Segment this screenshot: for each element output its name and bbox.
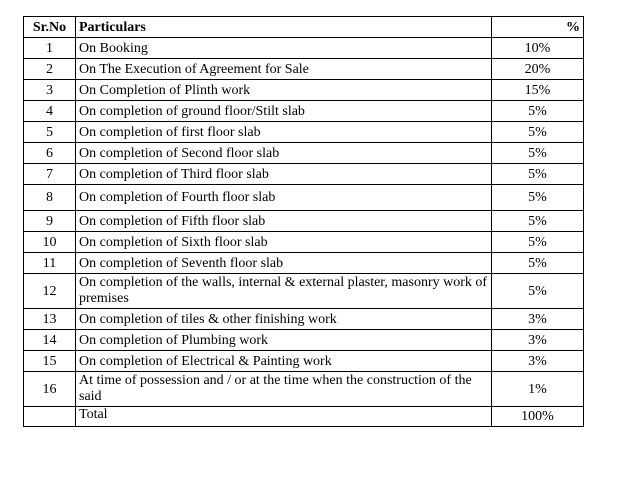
row-percent: 5% [492, 274, 584, 309]
row-particular: At time of possession and / or at the time when the construction of the said [76, 372, 492, 407]
row-particular: On completion of tiles & other finishing work [76, 309, 492, 330]
row-sr-no: 2 [24, 59, 76, 80]
total-sr-no [24, 407, 76, 427]
row-sr-no: 3 [24, 80, 76, 101]
table-header-row [24, 17, 584, 38]
row-percent: 5% [492, 122, 584, 143]
row-sr-no: 13 [24, 309, 76, 330]
row-particular: On completion of Electrical & Painting work [76, 351, 492, 372]
row-particular: On completion of Seventh floor slab [76, 253, 492, 274]
row-sr-no: 16 [24, 372, 76, 407]
table-row [24, 309, 584, 330]
row-particular: On completion of Sixth floor slab [76, 232, 492, 253]
header-sr-no: Sr.No [24, 17, 76, 38]
row-percent: 3% [492, 330, 584, 351]
table-row [24, 59, 584, 80]
row-particular: On completion of Fifth floor slab [76, 211, 492, 232]
row-sr-no: 10 [24, 232, 76, 253]
row-percent: 10% [492, 38, 584, 59]
row-percent: 20% [492, 59, 584, 80]
table-row [24, 372, 584, 407]
row-percent: 5% [492, 185, 584, 211]
row-particular: On completion of Third floor slab [76, 164, 492, 185]
table-row [24, 143, 584, 164]
header-particulars: Particulars [76, 17, 492, 38]
table-row [24, 274, 584, 309]
row-sr-no: 6 [24, 143, 76, 164]
row-percent: 15% [492, 80, 584, 101]
row-percent: 1% [492, 372, 584, 407]
row-sr-no: 4 [24, 101, 76, 122]
row-percent: 3% [492, 309, 584, 330]
table-row [24, 211, 584, 232]
header-percent: % [492, 17, 584, 38]
row-sr-no: 7 [24, 164, 76, 185]
row-sr-no: 9 [24, 211, 76, 232]
table-row [24, 330, 584, 351]
row-percent: 5% [492, 101, 584, 122]
total-label: Total [76, 407, 492, 427]
table-row [24, 351, 584, 372]
row-sr-no: 8 [24, 185, 76, 211]
table-row [24, 122, 584, 143]
row-particular: On Booking [76, 38, 492, 59]
row-particular: On completion of ground floor/Stilt slab [76, 101, 492, 122]
row-particular: On The Execution of Agreement for Sale [76, 59, 492, 80]
table-row [24, 232, 584, 253]
row-sr-no: 11 [24, 253, 76, 274]
table-row [24, 164, 584, 185]
row-percent: 3% [492, 351, 584, 372]
table-row [24, 185, 584, 211]
row-particular: On completion of the walls, internal & external plaster, masonry work of premises [76, 274, 492, 309]
table-row [24, 38, 584, 59]
table-row [24, 253, 584, 274]
row-particular: On completion of Fourth floor slab [76, 185, 492, 211]
payment-schedule-table [23, 16, 584, 427]
table-row [24, 101, 584, 122]
row-particular: On completion of first floor slab [76, 122, 492, 143]
table-row [24, 80, 584, 101]
row-percent: 5% [492, 143, 584, 164]
row-sr-no: 5 [24, 122, 76, 143]
row-percent: 5% [492, 232, 584, 253]
total-percent: 100% [492, 407, 584, 427]
row-sr-no: 15 [24, 351, 76, 372]
row-particular: On Completion of Plinth work [76, 80, 492, 101]
row-sr-no: 14 [24, 330, 76, 351]
row-particular: On completion of Plumbing work [76, 330, 492, 351]
row-percent: 5% [492, 164, 584, 185]
total-row [24, 407, 584, 427]
row-sr-no: 1 [24, 38, 76, 59]
row-percent: 5% [492, 253, 584, 274]
row-particular: On completion of Second floor slab [76, 143, 492, 164]
row-percent: 5% [492, 211, 584, 232]
row-sr-no: 12 [24, 274, 76, 309]
